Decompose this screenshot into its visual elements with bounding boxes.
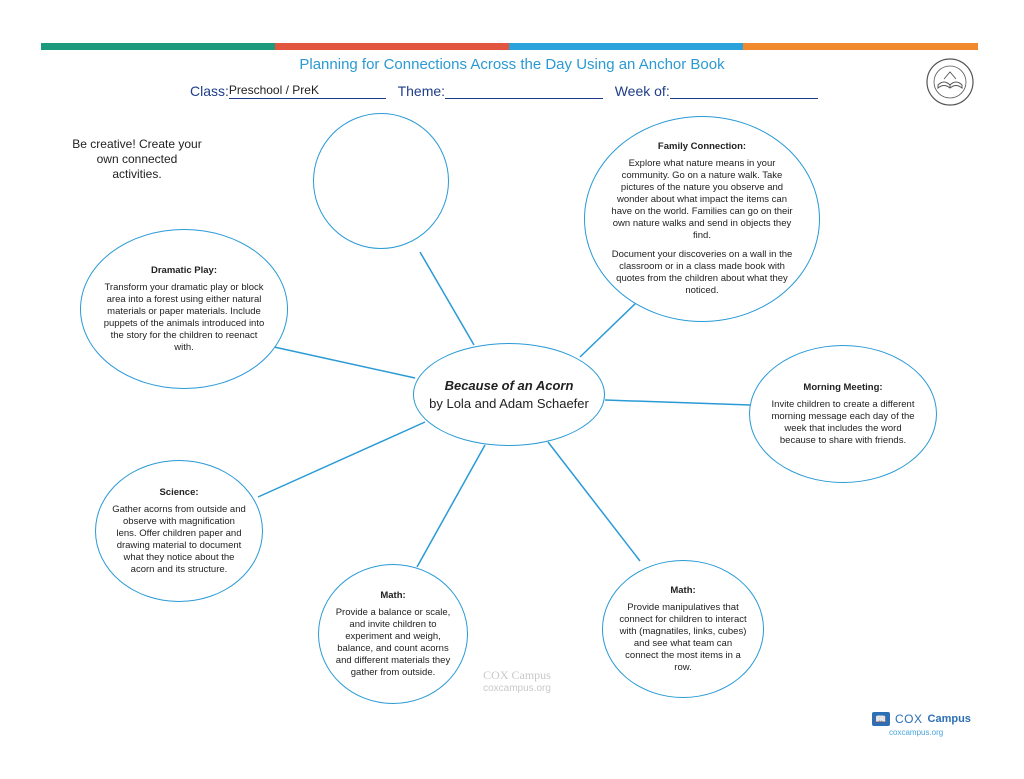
class-field[interactable]: Preschool / PreK <box>229 83 386 99</box>
theme-label: Theme: <box>397 83 446 99</box>
math-balance-bubble <box>318 564 468 704</box>
morning-meeting-bubble <box>749 345 937 483</box>
math-balance-heading: Math: <box>380 589 406 601</box>
morning-meeting-text: Invite children to create a different morning message each day of the week that includes the word because to share with friends. <box>771 398 915 446</box>
book-title: Because of an Acorn <box>444 377 574 393</box>
math-balance-text: Provide a balance or scale, and invite children to experiment and weigh, balance, and count acorns and different materials they gather from outside. <box>335 606 451 678</box>
book-author: by Lola and Adam Schaefer <box>429 395 589 411</box>
dramatic-play-bubble <box>80 229 288 389</box>
watermark-url: coxcampus.org <box>483 683 551 694</box>
science-bubble <box>95 460 263 602</box>
family-connection-heading: Family Connection: <box>657 141 747 152</box>
family-connection-text-2: Document your discoveries on a wall in the classroom or in a class made book with quotes from the children about what they noticed. <box>611 249 793 296</box>
dramatic-play-heading: Dramatic Play: <box>150 264 217 276</box>
math-connect-heading: Math: <box>670 584 696 596</box>
math-connect-bubble <box>602 560 764 698</box>
logo-campus-text: Campus <box>927 713 971 725</box>
watermark <box>462 669 572 695</box>
cox-campus-logo[interactable] <box>872 712 982 737</box>
logo-cox-text: COX <box>895 712 923 726</box>
family-connection-text-1: Explore what nature means in your community. Go on a nature walk. Take pictures of the nature you observe and wonder about what impact the items can have on the world. Families can go on their own nature walks and send in objects they find. <box>611 158 793 241</box>
dramatic-play-text: Transform your dramatic play or block area into a forest using either natural materials or paper materials. Include puppets of the animals introduced into the story for the children to reenact with. <box>103 281 265 353</box>
morning-meeting-heading: Morning Meeting: <box>803 381 883 393</box>
creative-note: Be creative! Create your own connected activities. <box>72 137 202 181</box>
page-title: Planning for Connections Across the Day Using an Anchor Book <box>299 56 725 73</box>
family-connection-bubble <box>584 116 820 322</box>
class-label: Class: <box>190 83 229 99</box>
logo-url: coxcampus.org <box>889 728 944 737</box>
science-heading: Science: <box>159 486 199 498</box>
watermark-brand: COX Campus <box>483 668 551 682</box>
book-logo-icon: 📖 <box>872 712 890 726</box>
blank-activity-bubble[interactable] <box>313 113 449 249</box>
anchor-book-bubble <box>413 343 605 446</box>
science-text: Gather acorns from outside and observe with magnification lens. Offer children paper and drawing material to document what they notice about the acorn and its structure. <box>112 503 246 575</box>
math-connect-text: Provide manipulatives that connect for children to interact with (magnatiles, links, cubes) and see what team can connect the most items in a row. <box>619 601 747 673</box>
week-label: Week of: <box>614 83 670 99</box>
